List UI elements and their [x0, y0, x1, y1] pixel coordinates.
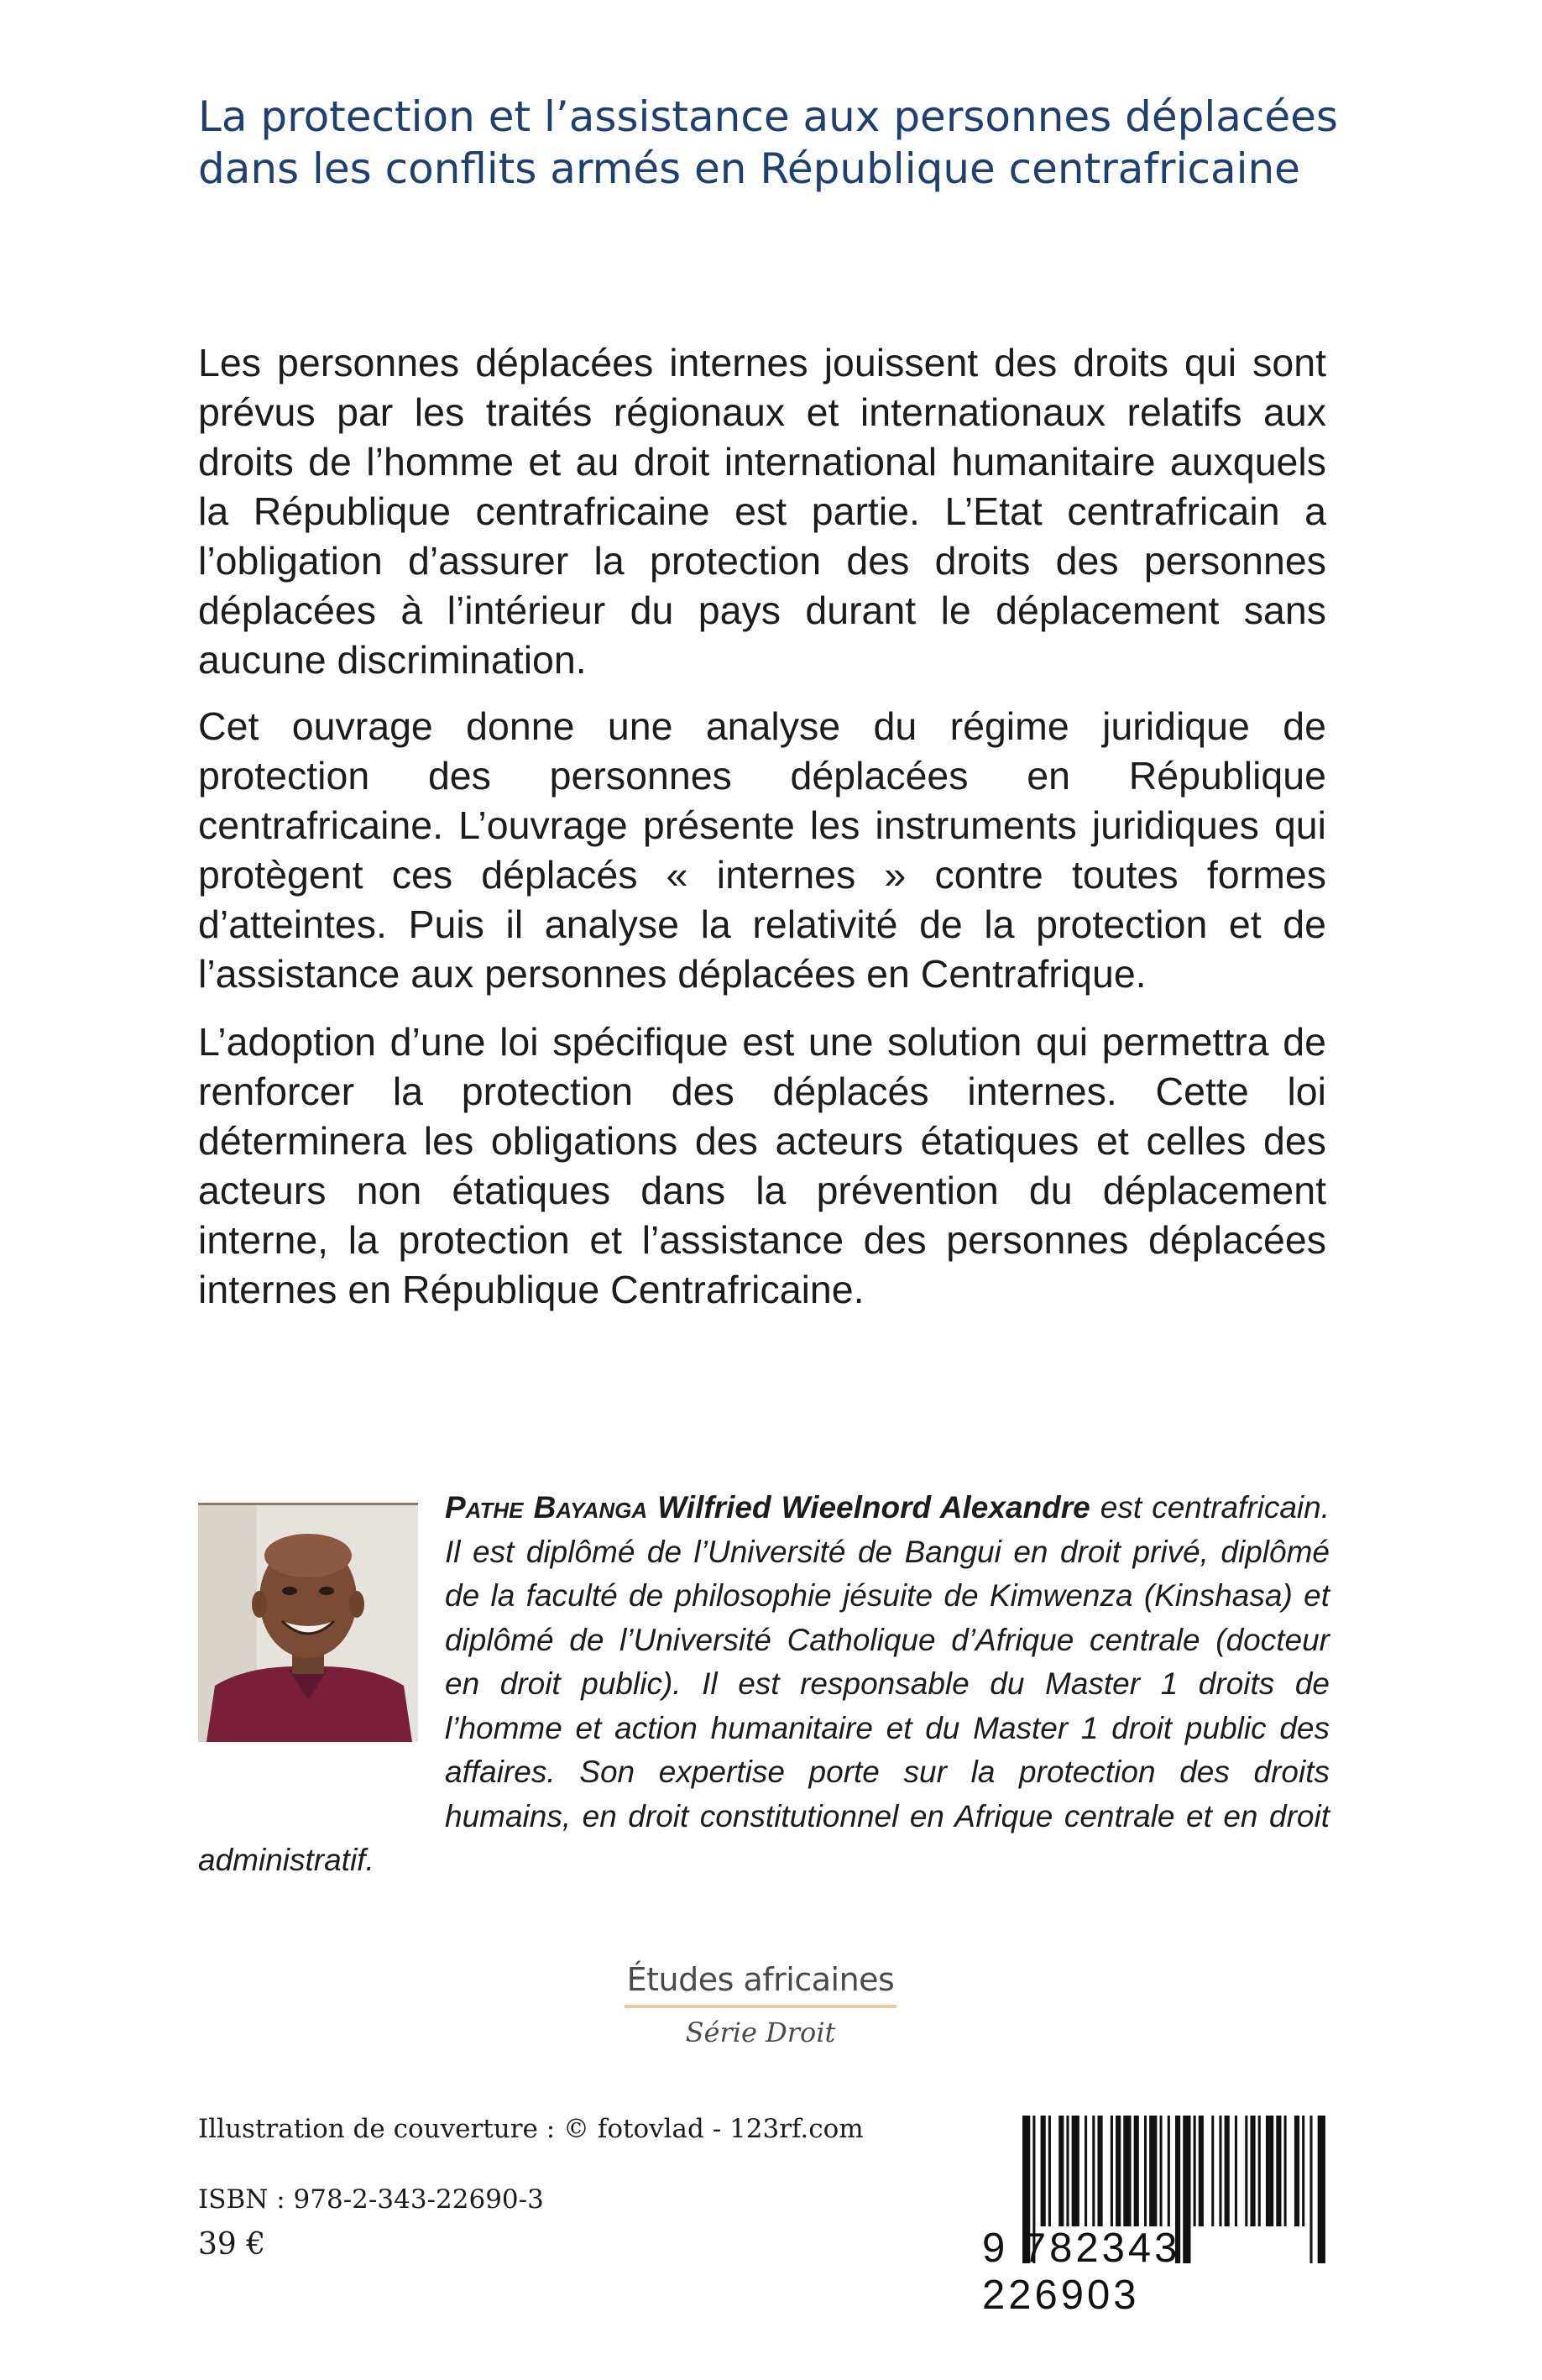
barcode-bar — [1123, 2116, 1131, 2226]
price: 39 € — [198, 2227, 266, 2262]
barcode-bar — [1235, 2116, 1237, 2226]
barcode-bar — [1219, 2116, 1221, 2226]
barcode-bar — [1041, 2116, 1046, 2226]
series-name: Études africaines — [625, 1961, 896, 2008]
barcode-bar — [1225, 2116, 1230, 2226]
barcode-bar — [1134, 2116, 1139, 2226]
author-surname-2: Bayanga — [533, 1490, 648, 1525]
barcode-bar — [1048, 2116, 1051, 2226]
barcode-bar — [1097, 2116, 1102, 2226]
barcode-bar — [1058, 2116, 1064, 2226]
barcode-bar — [1276, 2116, 1281, 2226]
series-block — [625, 1961, 896, 2048]
barcode-bar — [1250, 2116, 1255, 2226]
barcode-bar — [1159, 2116, 1162, 2226]
summary-paragraph-1: Les personnes déplacées internes jouissent des droits qui sont prévus par les traités régionaux et internationaux relatifs aux droits de l’homme et au droit international humanitaire auxquels la République centrafricaine est partie. L’Etat centrafricain a l’obligation d’assurer la protection des droits des personnes déplacées à l’intérieur du pays durant le déplacement sans aucune discrimination. — [198, 341, 1326, 682]
barcode-digits: 9 782343 226903 — [982, 2226, 1181, 2318]
barcode-bar — [1245, 2116, 1247, 2226]
barcode-bar — [1149, 2116, 1157, 2226]
barcode-bar — [1194, 2116, 1196, 2226]
author-name — [445, 1490, 1090, 1525]
barcode-bar — [1072, 2116, 1079, 2226]
isbn: ISBN : 978-2-343-22690-3 — [198, 2184, 544, 2215]
photo-spacer — [198, 1486, 445, 1822]
barcode-bar — [1199, 2116, 1204, 2226]
barcode-bar — [1284, 2116, 1287, 2226]
author-bio-text: est centrafricain. Il est diplômé de l’Université de Bangui en droit privé, diplômé de la faculté de philosophie jésuite de Kimwenza (Kinshasa) et diplômé de l’Université Catholique d’Afrique centrale (docteur en droit public). Il est responsable du Master 1 droits de l’homme et action humanitaire et du Master 1 droit public des affaires. Son expertise porte sur la protection des droits humains, en droit constitutionnel en Afrique centrale et en droit administratif. — [198, 1490, 1330, 1877]
book-title — [198, 91, 1373, 195]
author-surname-1: Pathe — [445, 1490, 524, 1525]
barcode-bar — [1066, 2116, 1069, 2226]
barcode-bar — [1211, 2116, 1214, 2226]
summary-paragraph-3: L’adoption d’une loi spécifique est une solution qui permettra de renforcer la protection des déplacés internes. Cette loi déterminera les obligations des acteurs étatiques et celles des acteurs non étatiques dans la prévention du déplacement interne, la protection et l’assistance des personnes déplacées internes en République Centrafricaine. — [198, 1020, 1326, 1311]
title-line-1: La protection et l’assistance aux personnes déplacées — [198, 92, 1338, 141]
barcode-bar — [1294, 2116, 1299, 2226]
author-bio — [198, 1486, 1330, 1883]
barcode-bar — [1302, 2116, 1304, 2226]
summary-paragraph-2: Cet ouvrage donne une analyse du régime juridique de protection des personnes déplacées en République centrafricaine. L’ouvrage présente les instruments juridiques qui protègent ces déplacés « internes » contre toutes formes d’atteintes. Puis il analyse la relativité de la protection et de l’assistance aux personnes déplacées en Centrafrique. — [198, 704, 1326, 996]
barcode-bar — [1168, 2116, 1170, 2226]
title-line-2: dans les conflits armés en République centrafricaine — [198, 144, 1300, 193]
barcode-bar — [1111, 2116, 1113, 2226]
barcode-bar — [1258, 2116, 1261, 2226]
barcode-bar — [1085, 2116, 1087, 2226]
series-subtitle: Série Droit — [685, 2016, 836, 2048]
barcode-bar — [1266, 2116, 1273, 2226]
author-given-names: Wilfried Wieelnord Alexandre — [657, 1490, 1090, 1525]
cover-illustration-credit: Illustration de couverture : © fotovlad - 123rf.com — [198, 2114, 864, 2144]
barcode-bar — [1092, 2116, 1095, 2226]
barcode-bar — [1144, 2116, 1147, 2226]
barcode-bar — [1116, 2116, 1121, 2226]
